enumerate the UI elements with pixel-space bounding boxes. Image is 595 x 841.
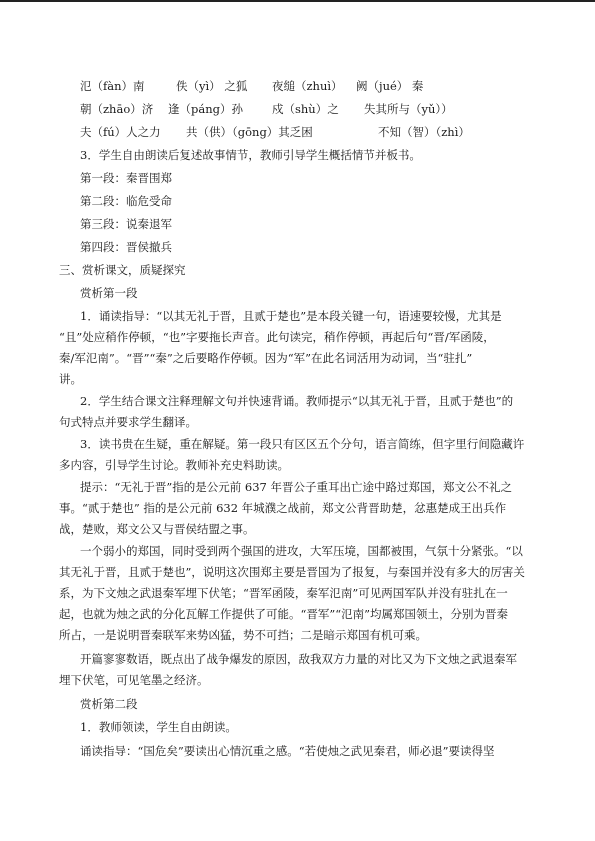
analysis-line: 其无礼于晋，且贰于楚也”，说明这次围郑主要是晋国为了报复，与秦国并没有多大的厉害关 [59,565,525,579]
segment-3: 第三段：说秦退军 [80,217,172,231]
para-1-item-2-line: 2．学生结合课文注释理解文句并快速背诵。教师提示“以其无礼于晋，且贰于楚也”的 [80,394,514,408]
para-1-item-3-line: 3．读书贵在生疑，重在解疑。第一段只有区区五个分句，语言简练，但字里行间隐藏许 [80,437,525,451]
summary-line: 开篇寥寥数语，既点出了战争爆发的原因，敌我双方力量的对比又为下文烛之武退秦军 [80,652,517,666]
analysis-line: 起，也就为烛之武的分化瓦解工作提供了可能。“晋军”“氾南”均属郑国领土，分别为晋秦 [59,607,509,621]
vocab-item: 夜缒（zhuì） [272,79,343,93]
vocab-row-2 [0,101,595,117]
vocab-item: 戍（shù）之 [272,102,339,116]
para-1-item-3-line: 多内容，引导学生讨论。教师补充史料助读。 [59,458,289,472]
vocab-item: 氾（fàn）南 [80,79,145,93]
segment-4: 第四段：晋侯撤兵 [80,240,172,254]
para-2-item-1: 1．教师领读，学生自由朗读。 [80,720,237,734]
hint-line: 事。“贰于楚也” 指的是公元前 632 年城濮之战前，郑文公背晋助楚，忿惠楚成王出兵作 [59,501,507,515]
para-1-item-1-line: “且”处应稍作停顿，“也”字要拖长声音。此句读完，稍作停顿，再起后句“晋/军函陵， [59,330,495,344]
segment-1: 第一段：秦晋围郑 [80,171,172,185]
summary-line: 埋下伏笔，可见笔墨之经济。 [59,673,209,687]
vocab-item: 失其所与（yǔ）） [364,102,453,116]
segment-2: 第二段：临危受命 [80,194,172,208]
vocab-item: 不知（智）（zhì） [378,125,470,139]
para-1-heading: 赏析第一段 [80,286,138,300]
para-2-guide: 诵读指导：“国危矣”要读出心情沉重之感。“若使烛之武见秦君，师必退”要读得坚 [80,744,495,758]
vocab-item: 逢（páng）孙 [168,102,243,116]
analysis-line: 所占，一是说明晋秦联军来势凶猛，势不可挡；二是暗示郑国有机可乘。 [59,628,427,642]
vocab-item: 朝（zhāo）济 [80,102,154,116]
para-1-item-1-line: 秦/军氾南”。“晋”“秦”之后要略作停顿。因为“军”在此名词活用为动词，当“驻扎” [59,351,473,365]
vocab-item: 佚（yì） 之狐 [176,79,248,93]
top-border-line [0,0,595,2]
vocab-item: 共（供）（gōng）其乏困 [186,125,313,139]
para-1-item-1-line: 讲。 [59,372,82,386]
step-3-text: 3．学生自由朗读后复述故事情节，教师引导学生概括情节并板书。 [80,148,421,162]
analysis-line: 系，为下文烛之武退秦军埋下伏笔；“晋军函陵，秦军氾南”可见两国军队并没有驻扎在一 [59,586,508,600]
section-3-heading: 三、赏析课文，质疑探究 [59,263,186,277]
para-1-item-1-line: 1．诵读指导：“以其无礼于晋，且贰于楚也”是本段关键一句，语速要较慢，尤其是 [80,309,502,323]
para-2-heading: 赏析第二段 [80,697,138,711]
vocab-row-3 [0,124,595,140]
para-1-item-2-line: 句式特点并要求学生翻译。 [59,415,197,429]
vocab-item: 阙（jué） 秦 [356,79,424,93]
hint-line: 战，楚败，郑文公又与晋侯结盟之事。 [59,522,255,536]
vocab-row-1 [0,78,595,94]
vocab-item: 夫（fú）人之力 [80,125,161,139]
analysis-line: 一个弱小的郑国，同时受到两个强国的进攻，大军压境，国都被围，气氛十分紧张。“以 [80,544,523,558]
hint-line: 提示：“无礼于晋”指的是公元前 637 年晋公子重耳出亡途中路过郑国，郑文公不礼之 [80,480,513,494]
